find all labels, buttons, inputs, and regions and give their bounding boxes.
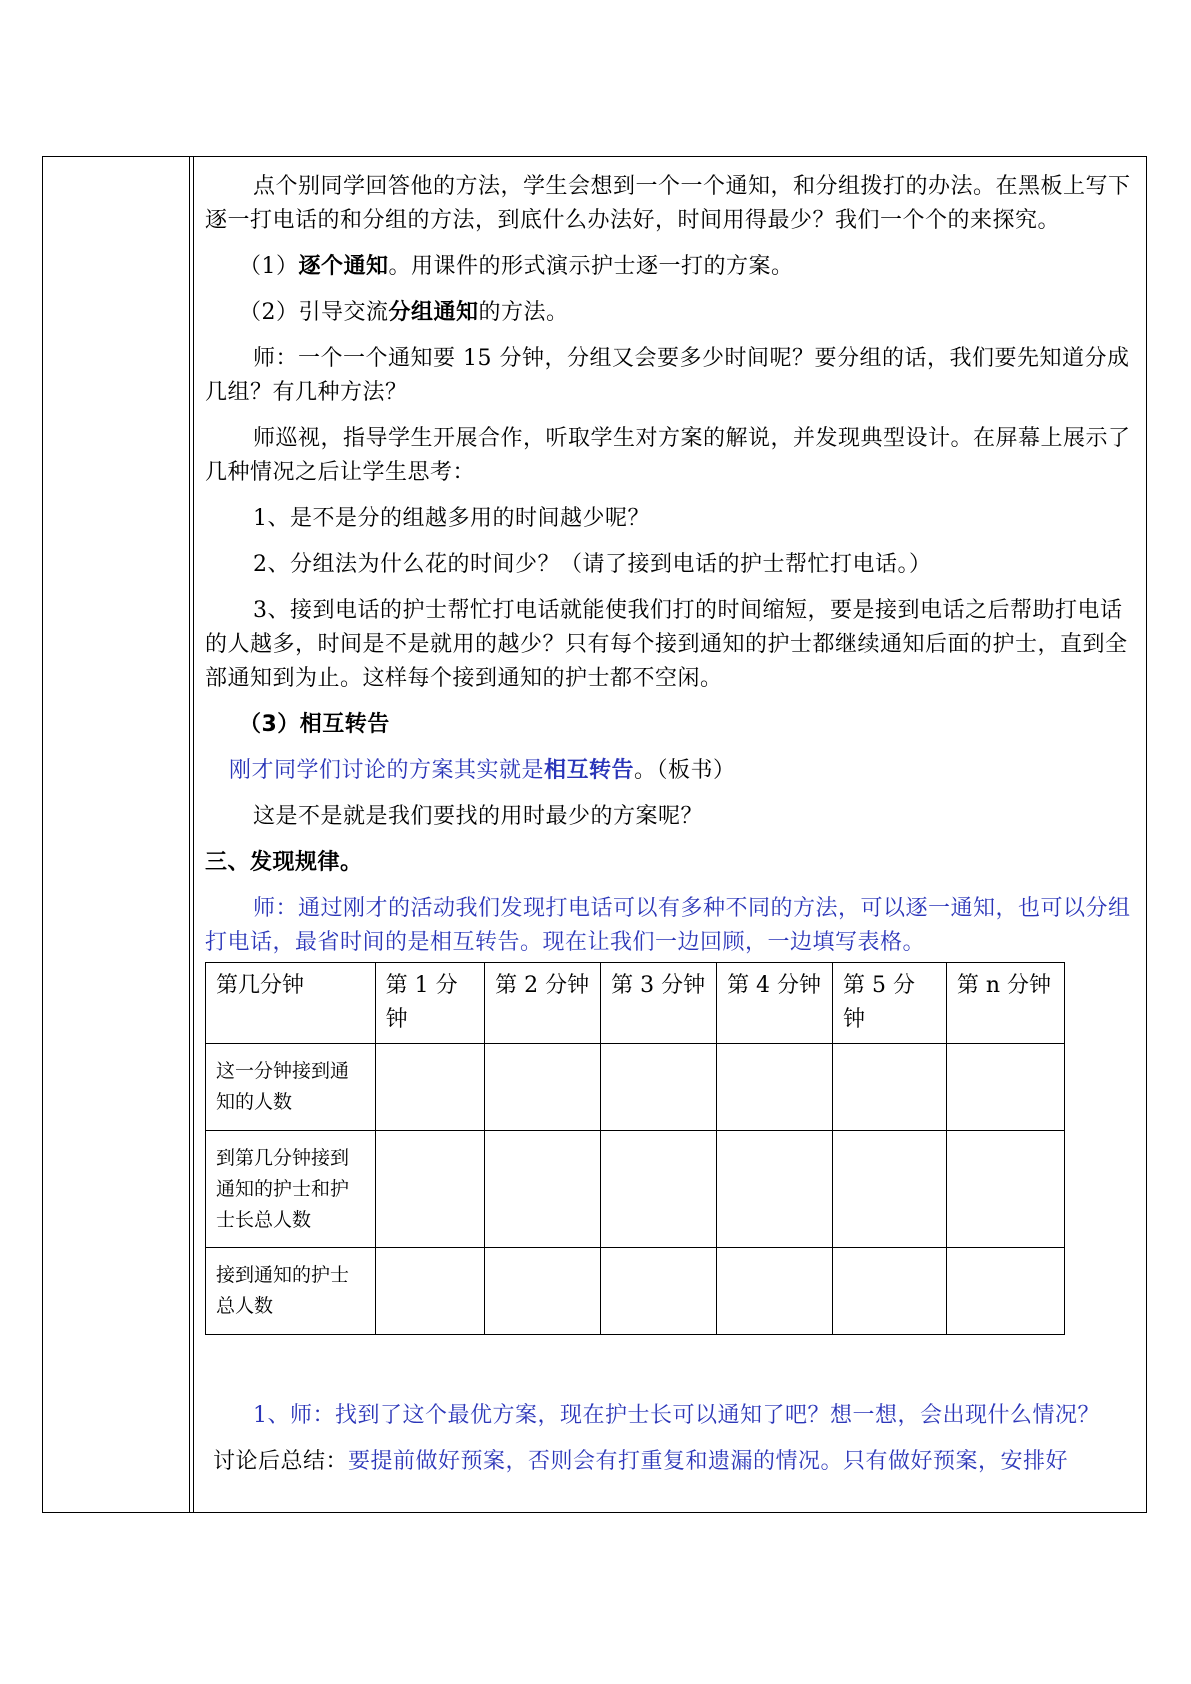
spacer bbox=[205, 1335, 1135, 1387]
discussion-summary: 讨论后总结：要提前做好预案，否则会有打重复和遗漏的情况。只有做好预案，安排好 bbox=[213, 1449, 1069, 1474]
question-2: 2、分组法为什么花的时间少？（请了接到电话的护士帮忙打电话。） bbox=[253, 552, 932, 577]
table-header-row bbox=[206, 963, 1065, 1044]
step-2-paragraph: （2）引导交流分组通知的方法。 bbox=[239, 300, 569, 325]
table-header-cell: 第 n 分钟 bbox=[946, 963, 1064, 1044]
table-cell-empty bbox=[717, 1044, 833, 1131]
table-row bbox=[206, 1044, 1065, 1131]
table-row-label: 接到通知的护士总人数 bbox=[206, 1248, 376, 1335]
table-cell-empty bbox=[601, 1248, 717, 1335]
paragraph-intro: 点个别同学回答他的方法，学生会想到一个一个通知，和分组拨打的办法。在黑板上写下逐一打电话的和分组的方法，到底什么办法好，时间用得最少？我们一个个的来探究。 bbox=[205, 174, 1131, 233]
table-header-cell: 第 3 分钟 bbox=[601, 963, 717, 1044]
table-cell-empty bbox=[946, 1131, 1064, 1248]
table-cell-empty bbox=[717, 1248, 833, 1335]
step-1-paragraph: （1）逐个通知。用课件的形式演示护士逐一打的方案。 bbox=[239, 254, 794, 279]
frame-column-divider bbox=[189, 156, 190, 1512]
frame-bottom-border bbox=[42, 1512, 1147, 1513]
table-cell-empty bbox=[485, 1131, 601, 1248]
table-cell-empty bbox=[946, 1044, 1064, 1131]
frame-top-border bbox=[42, 156, 1147, 157]
lesson-content bbox=[205, 170, 1135, 1479]
table-header-cell: 第 5 分钟 bbox=[833, 963, 947, 1044]
table-cell-empty bbox=[485, 1248, 601, 1335]
table-cell-empty bbox=[485, 1044, 601, 1131]
mutual-relay-paragraph: 刚才同学们讨论的方案其实就是相互转告。（板书） bbox=[229, 758, 736, 783]
table-cell-empty bbox=[375, 1131, 485, 1248]
table-cell-empty bbox=[833, 1044, 947, 1131]
table-cell-empty bbox=[601, 1044, 717, 1131]
question-3: 3、接到电话的护士帮忙打电话就能使我们打的时间缩短，要是接到电话之后帮助打电话的人越多，时间是不是就用的越少？只有每个接到通知的护士都继续通知后面的护士，直到全部通知到为止。这样每个接到通知的护士都不空闲。 bbox=[205, 598, 1128, 691]
table-header-cell: 第 1 分钟 bbox=[375, 963, 485, 1044]
table-cell-empty bbox=[833, 1248, 947, 1335]
frame-column-divider-inner bbox=[193, 156, 194, 1512]
min-time-question: 这是不是就是我们要找的用时最少的方案呢？ bbox=[253, 804, 704, 829]
teacher-patrol-paragraph: 师巡视，指导学生开展合作，听取学生对方案的解说，并发现典型设计。在屏幕上展示了几种情况之后让学生思考： bbox=[205, 426, 1131, 485]
step-2-title: 分组通知 bbox=[388, 300, 479, 325]
table-row-label: 这一分钟接到通知的人数 bbox=[206, 1044, 376, 1131]
table-cell-empty bbox=[601, 1131, 717, 1248]
table-cell-empty bbox=[833, 1131, 947, 1248]
teacher-question-paragraph: 师：一个一个通知要 15 分钟，分组又会要多少时间呢？要分组的话，我们要先知道分成几组？有几种方法？ bbox=[205, 346, 1130, 405]
table-cell-empty bbox=[717, 1131, 833, 1248]
table-header-cell: 第 4 分钟 bbox=[717, 963, 833, 1044]
step-1-title: 逐个通知 bbox=[298, 254, 389, 279]
table-cell-empty bbox=[375, 1044, 485, 1131]
table-row bbox=[206, 1248, 1065, 1335]
optimal-plan-question: 1、师：找到了这个最优方案，现在护士长可以通知了吧？想一想，会出现什么情况？ bbox=[253, 1403, 1100, 1428]
table-row-label: 到第几分钟接到通知的护士和护士长总人数 bbox=[206, 1131, 376, 1248]
step-3-heading: （3）相互转告 bbox=[239, 712, 390, 737]
table-cell-empty bbox=[375, 1248, 485, 1335]
mutual-relay-term: 相互转告 bbox=[544, 758, 635, 783]
table-row bbox=[206, 1131, 1065, 1248]
question-1: 1、是不是分的组越多用的时间越少呢？ bbox=[253, 506, 650, 531]
frame-right-border bbox=[1146, 156, 1147, 1512]
table-header-cell: 第 2 分钟 bbox=[485, 963, 601, 1044]
notification-table bbox=[205, 962, 1065, 1335]
frame-left-border bbox=[42, 156, 43, 1512]
table-cell-empty bbox=[946, 1248, 1064, 1335]
table-header-cell: 第几分钟 bbox=[206, 963, 376, 1044]
summary-paragraph: 师：通过刚才的活动我们发现打电话可以有多种不同的方法，可以逐一通知，也可以分组打电话，最省时间的是相互转告。现在让我们一边回顾，一边填写表格。 bbox=[205, 896, 1131, 955]
section-3-heading: 三、发现规律。 bbox=[205, 850, 363, 875]
